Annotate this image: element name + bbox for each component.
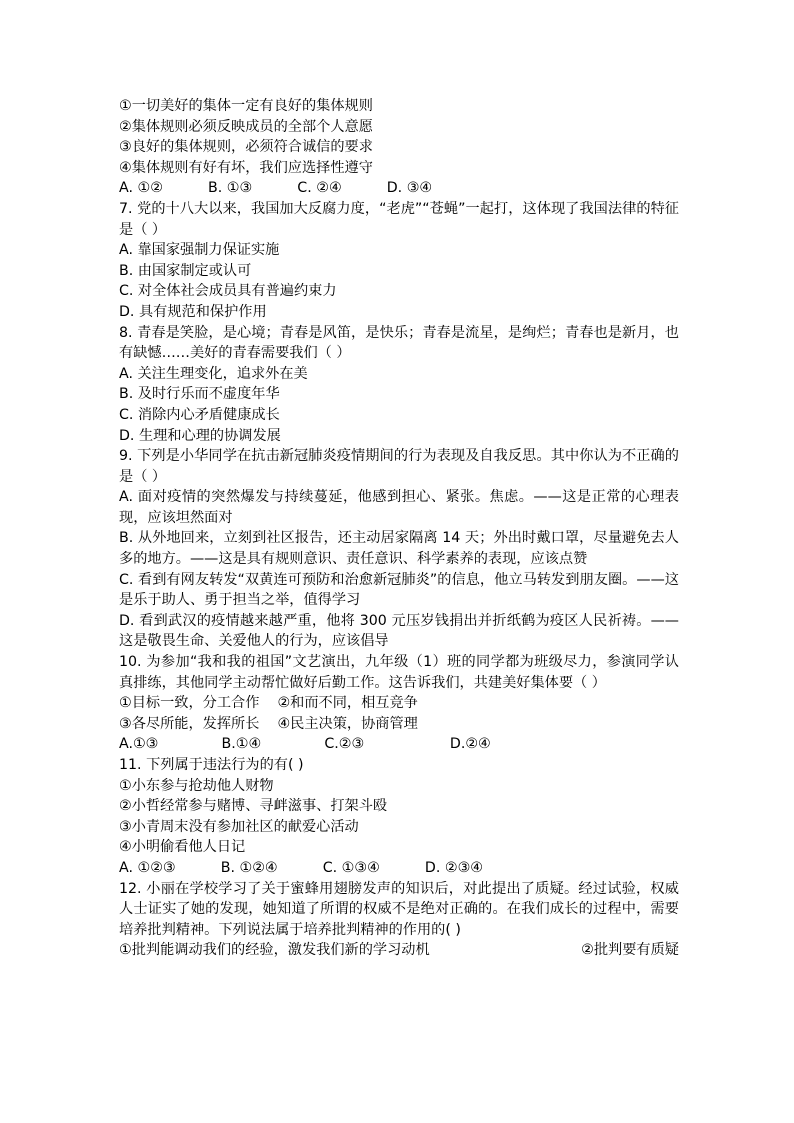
q7-option-b: B. 由国家制定或认可	[119, 262, 252, 279]
exam-page	[119, 96, 679, 961]
q10-stem: 10. 为参加“我和我的祖国”文艺演出，九年级（1）班的同学都为班级尽力，参演同学认真排练，其他同学主动帮忙做好后勤工作。这告诉我们，共建美好集体要（ ）	[119, 654, 679, 691]
q12-statements-row	[119, 940, 679, 961]
q6-statement-1: ①一切美好的集体一定有良好的集体规则	[119, 98, 373, 114]
q9-option-b: B. 从外地回来，立刻到社区报告，还主动居家隔离 14 天；外出时戴口罩，尽量避免去人多的地方。——这是具有规则意识、责任意识、科学素养的表现，应该点赞	[119, 530, 679, 568]
q7-option-c: C. 对全体社会成员具有普遍约束力	[119, 283, 337, 300]
q11-options: A. ①②③ B. ①②④ C. ①③④ D. ②③④	[119, 859, 484, 876]
q10-statements-1-2: ①目标一致，分工合作 ②和而不同，相互竞争	[119, 695, 418, 712]
q7-option-d: D. 具有规范和保护作用	[119, 303, 267, 320]
q10-options: A.①③ B.①④ C.②③ D.②④	[119, 736, 491, 753]
q9-option-c: C. 看到有网友转发“双黄连可预防和治愈新冠肺炎”的信息，他立马转发到朋友圈。——这是乐于助人、勇于担当之举，值得学习	[119, 571, 679, 609]
q11-statement-4: ④小明偷看他人日记	[119, 839, 246, 856]
q11-stem: 11. 下列属于违法行为的有( )	[119, 757, 304, 773]
q9-option-d: D. 看到武汉的疫情越来越严重，他将 300 元压岁钱捐出并折纸鹤为疫区人民祈祷。——这是敬畏生命、关爱他人的行为，应该倡导	[119, 612, 679, 650]
q7-stem: 7. 党的十八大以来，我国加大反腐力度，“老虎”“苍蝇”一起打，这体现了我国法律的特征是（ ）	[119, 200, 679, 238]
q6-statement-2: ②集体规则必须反映成员的全部个人意愿	[119, 118, 373, 135]
q8-option-a: A. 关注生理变化，追求外在美	[119, 365, 308, 382]
q6-statement-3: ③良好的集体规则，必须符合诚信的要求	[119, 139, 373, 156]
q9-stem: 9. 下列是小华同学在抗击新冠肺炎疫情期间的行为表现及自我反思。其中你认为不正确的是（ ）	[119, 448, 679, 485]
q8-option-c: C. 消除内心矛盾健康成长	[119, 406, 280, 423]
q12-statement-2: ②批判要有质疑	[581, 942, 679, 959]
q8-option-b: B. 及时行乐而不虚度年华	[119, 386, 280, 403]
q12-statement-1: ①批判能调动我们的经验，激发我们新的学习动机	[119, 942, 430, 959]
q9-option-a: A. 面对疫情的突然爆发与持续蔓延，他感到担心、紧张。焦虑。——这是正常的心理表现，应该坦然面对	[119, 489, 679, 526]
q11-statement-2: ②小哲经常参与赌博、寻衅滋事、打架斗殴	[119, 798, 388, 815]
q6-options: A. ①② B. ①③ C. ②④ D. ③④	[119, 180, 433, 197]
q11-statement-3: ③小青周末没有参加社区的献爱心活动	[119, 818, 359, 835]
q10-statements-3-4: ③各尽所能，发挥所长 ④民主决策，协商管理	[119, 715, 418, 732]
q6-statement-4: ④集体规则有好有坏，我们应选择性遵守	[119, 159, 373, 176]
q11-statement-1: ①小东参与抢劫他人财物	[119, 777, 274, 794]
q7-option-a: A. 靠国家强制力保证实施	[119, 242, 280, 259]
q12-stem: 12. 小丽在学校学习了关于蜜蜂用翅膀发声的知识后，对此提出了质疑。经过试验，权威人士证实了她的发现，她知道了所谓的权威不是绝对正确的。在我们成长的过程中，需要培养批判精神。下列说法属于培养批判精神的作用的( )	[119, 880, 679, 938]
q8-option-d: D. 生理和心理的协调发展	[119, 427, 281, 444]
q8-stem: 8. 青春是笑脸，是心境；青春是风笛，是快乐；青春是流星，是绚烂；青春也是新月，也有缺憾……美好的青春需要我们（ ）	[119, 324, 679, 362]
